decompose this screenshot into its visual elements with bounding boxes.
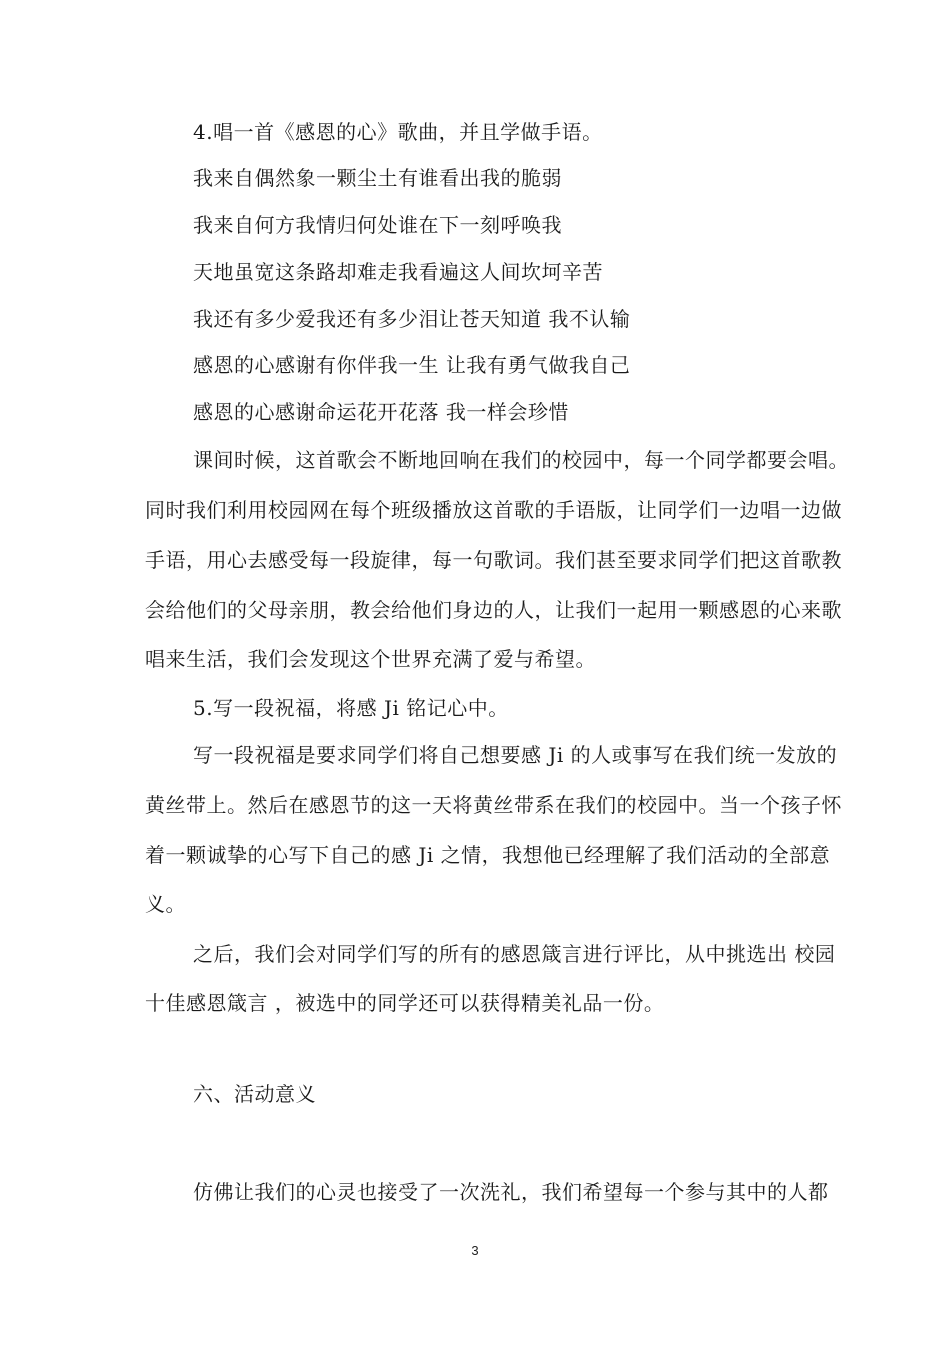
paragraph-line: 手语，用心去感受每一段旋律，每一句歌词。我们甚至要求同学们把这首歌教 xyxy=(145,548,842,572)
paragraph-line: 着一颗诚挚的心写下自己的感 Ji 之情，我想他已经理解了我们活动的全部意 xyxy=(145,843,831,867)
lyric-line-6: 感恩的心感谢命运花开花落 我一样会珍惜 xyxy=(193,400,569,424)
paragraph-line: 义。 xyxy=(145,892,186,916)
paragraph-line: 黄丝带上。然后在感恩节的这一天将黄丝带系在我们的校园中。当一个孩子怀 xyxy=(145,793,842,817)
section6-heading: 六、活动意义 xyxy=(193,1082,316,1106)
paragraph-line: 仿佛让我们的心灵也接受了一次洗礼，我们希望每一个参与其中的人都 xyxy=(193,1180,829,1204)
paragraph-line: 唱来生活，我们会发现这个世界充满了爱与希望。 xyxy=(145,647,596,671)
lyric-line-1: 我来自偶然象一颗尘土有谁看出我的脆弱 xyxy=(193,166,562,190)
paragraph-line: 之后，我们会对同学们写的所有的感恩箴言进行评比，从中挑选出 校园 xyxy=(193,942,836,966)
lyric-line-4: 我还有多少爱我还有多少泪让苍天知道 我不认输 xyxy=(193,307,631,331)
page-number: 3 xyxy=(471,1243,479,1258)
item5-heading: 5.写一段祝福，将感 Ji 铭记心中。 xyxy=(193,696,509,720)
lyric-line-5: 感恩的心感谢有你伴我一生 让我有勇气做我自己 xyxy=(193,353,631,377)
paragraph-line: 写一段祝福是要求同学们将自己想要感 Ji 的人或事写在我们统一发放的 xyxy=(193,743,838,767)
lyric-line-3: 天地虽宽这条路却难走我看遍这人间坎坷辛苦 xyxy=(193,260,603,284)
lyric-line-2: 我来自何方我情归何处谁在下一刻呼唤我 xyxy=(193,213,562,237)
paragraph-line: 课间时候，这首歌会不断地回响在我们的校园中，每一个同学都要会唱。 xyxy=(193,448,849,472)
paragraph-line: 会给他们的父母亲朋，教会给他们身边的人，让我们一起用一颗感恩的心来歌 xyxy=(145,598,842,622)
item4-heading: 4.唱一首《感恩的心》歌曲，并且学做手语。 xyxy=(193,120,603,144)
paragraph-line: 同时我们利用校园网在每个班级播放这首歌的手语版，让同学们一边唱一边做 xyxy=(145,498,842,522)
paragraph-line: 十佳感恩箴言 ，被选中的同学还可以获得精美礼品一份。 xyxy=(145,991,665,1015)
